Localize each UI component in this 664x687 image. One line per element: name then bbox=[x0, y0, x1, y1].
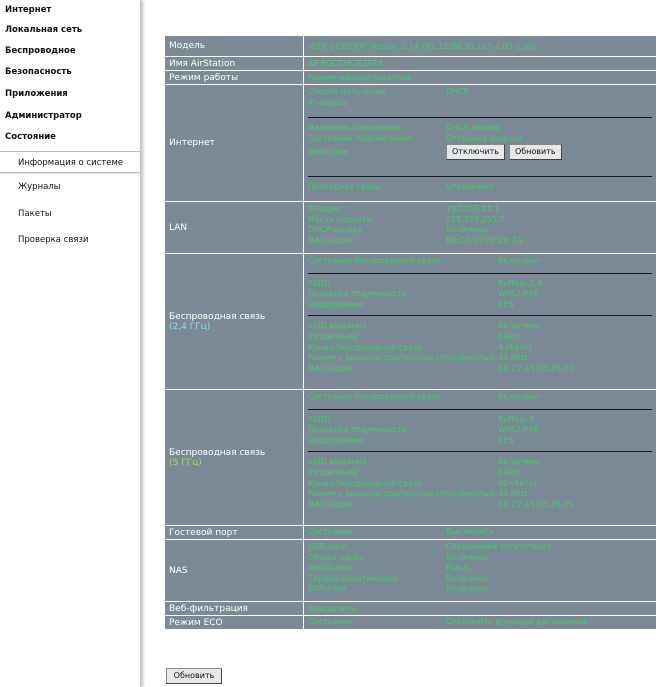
model-label: Модель bbox=[165, 36, 304, 57]
wired-label: Проводная связь bbox=[308, 182, 380, 192]
mode-label: Режим работы bbox=[165, 71, 304, 85]
airstation-label: Имя AirStation bbox=[165, 57, 304, 71]
wifi24-htmode-label: Режим с высокой пропускной способностью bbox=[308, 353, 496, 363]
ip-method-label: Способ получения IP-адреса bbox=[308, 87, 386, 107]
row-wifi5 bbox=[165, 390, 657, 526]
wifi24-mac-label: MAC-адрес bbox=[308, 363, 354, 373]
lan-ip-value: 192.168.11.1 bbox=[446, 204, 500, 213]
nas-values bbox=[304, 540, 657, 602]
wifi5-auth-value: WPA2-PSK bbox=[498, 425, 539, 435]
airstation-value: AP B0C7457E287A bbox=[304, 57, 657, 71]
wired-value: Отключено bbox=[446, 182, 494, 192]
wifi5-values bbox=[304, 390, 657, 526]
wifi5-mac-value: B0:C7:45:7E:28:75 bbox=[498, 499, 574, 509]
webfilter-value: Выключить bbox=[304, 602, 657, 616]
internet-values bbox=[304, 85, 657, 202]
row-airstation bbox=[165, 57, 657, 71]
nas-media-label: Сервер мультимедиа bbox=[308, 573, 398, 583]
guest-label: Гостевой порт bbox=[165, 526, 304, 540]
wifi24-channel-label: Канал беспроводной связи bbox=[308, 342, 423, 352]
wifi24-htmode-value: 40 MHz bbox=[498, 353, 528, 363]
nas-share-value: Включено bbox=[446, 552, 488, 562]
wifi5-enc-label: Шифрование bbox=[308, 435, 364, 445]
wifi5-enc-value: AES bbox=[498, 435, 514, 445]
eco-state-label: Состояние bbox=[308, 617, 353, 627]
wifi24-broadcast-label: SSID вещания bbox=[308, 321, 367, 331]
nas-bittorrent-value: Включено bbox=[446, 584, 488, 594]
eco-values bbox=[304, 616, 657, 630]
nav-packets[interactable]: Пакеты bbox=[18, 209, 52, 219]
row-nas bbox=[165, 540, 657, 602]
action-label: Действие bbox=[308, 146, 349, 156]
nav-ping[interactable]: Проверка связи bbox=[18, 235, 89, 245]
nav-administrator[interactable]: Администратор bbox=[5, 111, 82, 121]
wifi24-auth-label: Проверка подлинности bbox=[308, 289, 407, 299]
wifi24-state-value: Включено bbox=[498, 256, 540, 265]
wifi24-auth-value: WPA2-PSK bbox=[498, 289, 539, 299]
row-mode bbox=[165, 71, 657, 85]
nas-webaccess-label: WebAccess bbox=[308, 563, 353, 573]
wifi5-htmode-label: Режим с высокой пропускной способностью bbox=[308, 489, 496, 499]
disconnect-button[interactable]: Отключить bbox=[446, 144, 505, 160]
wifi5-channel-value: 60 (Авто) bbox=[498, 478, 537, 488]
lan-mac-label: MAC-адрес bbox=[308, 235, 354, 245]
wifi24-values bbox=[304, 254, 657, 390]
nas-bittorrent-label: BitTorrent bbox=[308, 584, 347, 594]
wifi24-enc-value: AES bbox=[498, 299, 514, 309]
lan-mac-value: B0:C7:45:7E:28:7A bbox=[446, 235, 522, 245]
nav-security[interactable]: Безопасность bbox=[5, 67, 72, 77]
wifi5-broadcast-value: Включено bbox=[498, 457, 540, 467]
ip-method-value: DHCP bbox=[446, 87, 469, 96]
wifi24-enc-label: Шифрование bbox=[308, 299, 364, 309]
wifi5-broadcast-label: SSID вещания bbox=[308, 457, 367, 467]
refresh-button[interactable]: Обновить bbox=[166, 668, 222, 684]
nas-media-value: Включено bbox=[446, 573, 488, 583]
nav-logs[interactable]: Журналы bbox=[18, 182, 61, 192]
eco-state-value: Отключить функцию расписания bbox=[446, 617, 587, 627]
conn-name-value: DHCP-сервер bbox=[446, 123, 501, 132]
internet-label: Интернет bbox=[165, 85, 304, 202]
webfilter-label: Веб-фильтрация bbox=[165, 602, 304, 616]
reconnect-button[interactable]: Обновить bbox=[509, 144, 562, 160]
lan-label: LAN bbox=[165, 202, 304, 254]
wifi5-state-value: Включено bbox=[498, 392, 540, 401]
lan-dhcp-label: DHCP-сервер bbox=[308, 225, 363, 235]
row-lan bbox=[165, 202, 657, 254]
mode-value: Режим маршрутизатора bbox=[304, 71, 657, 85]
wifi5-channel-label: Канал беспроводной связи bbox=[308, 478, 423, 488]
lan-mask-label: Маска подсети bbox=[308, 214, 372, 224]
wifi5-label: Беспроводная связь (5 ГГц) bbox=[165, 390, 304, 526]
nas-share-label: Общая папка bbox=[308, 552, 365, 562]
nav-applications[interactable]: Приложения bbox=[5, 89, 68, 99]
guest-state-label: Состояние bbox=[308, 527, 353, 537]
wifi24-broadcast-value: Включено bbox=[498, 321, 540, 331]
wifi24-ssid-value: Buffalo-2.4 bbox=[498, 278, 542, 288]
wifi24-isolation-value: Выкл. bbox=[498, 331, 523, 341]
row-eco bbox=[165, 616, 657, 630]
system-info-table bbox=[164, 35, 657, 630]
wifi24-state-label: Состояние беспроводной связи bbox=[308, 256, 441, 265]
wifi24-ssid-label: SSID1 bbox=[308, 278, 332, 288]
wifi24-band: (2,4 ГГц) bbox=[169, 321, 211, 332]
wifi24-mac-value: B0:C7:45:7E:28:70 bbox=[498, 363, 574, 373]
nav-internet[interactable]: Интернет bbox=[5, 5, 52, 15]
wifi5-ssid-label: SSID1 bbox=[308, 414, 332, 424]
model-value: WZR-1750DHP Version 2.14 (R1.12/B6.30.163-1.00-1.00) bbox=[304, 36, 657, 57]
nav-system-info[interactable]: Информация о системе bbox=[0, 151, 140, 173]
wifi5-isolation-value: Выкл. bbox=[498, 467, 523, 477]
lan-mask-value: 255.255.255.0 bbox=[446, 214, 505, 224]
lan-ip-label: IP-адрес bbox=[308, 204, 343, 213]
row-webfilter bbox=[165, 602, 657, 616]
nav-status[interactable]: Состояние bbox=[5, 132, 56, 142]
nas-usb-label: USB-диск bbox=[308, 542, 348, 551]
wifi24-isolation-label: Разделение bbox=[308, 331, 358, 341]
row-wifi24 bbox=[165, 254, 657, 390]
conn-state-value: Отправка запроса bbox=[446, 133, 523, 143]
nas-label: NAS bbox=[165, 540, 304, 602]
lan-values bbox=[304, 202, 657, 254]
conn-state-label: Состояние подключения bbox=[308, 133, 413, 143]
nas-usb-value: Соединение отсутствует bbox=[446, 542, 552, 551]
nas-webaccess-value: Выкл. bbox=[446, 563, 471, 573]
guest-state-value: Выключить bbox=[446, 527, 494, 537]
nav-wireless[interactable]: Беспроводное bbox=[5, 46, 76, 56]
nav-lan[interactable]: Локальная сеть bbox=[5, 25, 83, 35]
wifi5-mac-label: MAC-адрес bbox=[308, 499, 354, 509]
wifi5-state-label: Состояние беспроводной связи bbox=[308, 392, 441, 401]
lan-dhcp-value: Включено bbox=[446, 225, 488, 235]
row-guest bbox=[165, 526, 657, 540]
wifi5-htmode-value: 40 MHz bbox=[498, 489, 528, 499]
row-model bbox=[165, 36, 657, 57]
guest-values bbox=[304, 526, 657, 540]
eco-label: Режим ECO bbox=[165, 616, 304, 630]
wifi5-ssid-value: Buffalo-5 bbox=[498, 414, 535, 424]
wifi5-auth-label: Проверка подлинности bbox=[308, 425, 407, 435]
wifi24-channel-value: 4 (Авто) bbox=[498, 342, 532, 352]
sidebar bbox=[0, 0, 141, 687]
wifi5-band: (5 ГГц) bbox=[169, 457, 202, 468]
wifi5-isolation-label: Разделение bbox=[308, 467, 358, 477]
wifi24-label: Беспроводная связь (2,4 ГГц) bbox=[165, 254, 304, 390]
conn-name-label: Название соединения bbox=[308, 123, 402, 132]
row-internet bbox=[165, 85, 657, 202]
